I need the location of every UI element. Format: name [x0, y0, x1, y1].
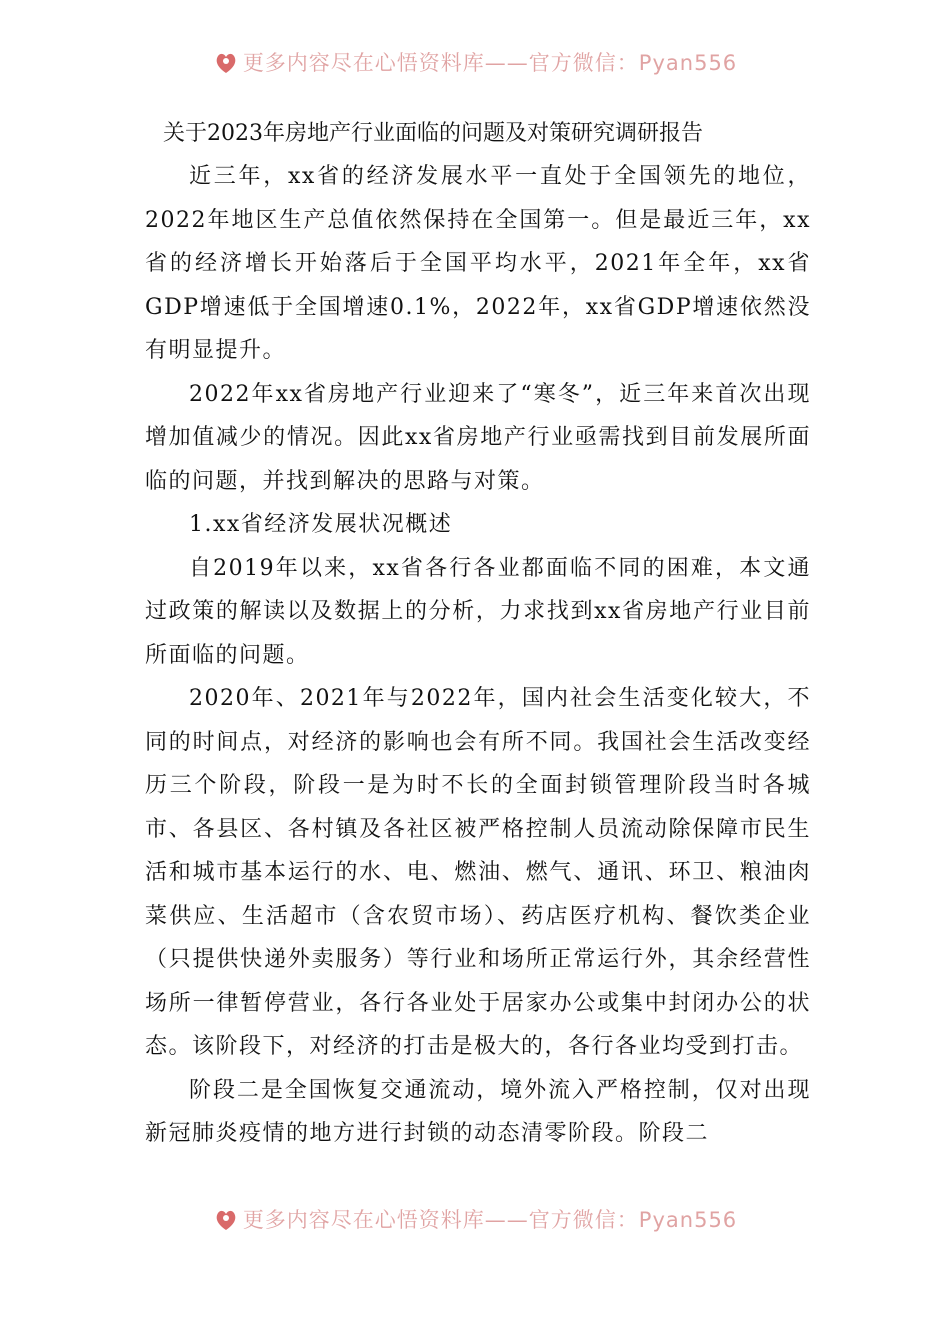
section-heading: 1.xx省经济发展状况概述: [189, 512, 453, 537]
paragraph: 阶段二是全国恢复交通流动，境外流入严格控制，仅对出现新冠肺炎疫情的地方进行封锁的动态清零阶段。阶段二: [145, 1077, 811, 1146]
paragraph: 2020年、2021年与2022年，国内社会生活变化较大，不同的时间点，对经济的影响也会有所不同。我国社会生活改变经历三个阶段，阶段一是为时不长的全面封锁管理阶段当时各城市、各县区、各村镇及各社区被严格控制人员流动除保障市民生活和城市基本运行的水、电、燃油、燃气、通讯、环卫、粮油肉菜供应、生活超市（含农贸市场）、药店医疗机构、餐饮类企业（只提供快递外卖服务）等行业和场所正常运行外，其余经营性场所一律暂停营业，各行各业处于居家办公或集中封闭办公的状态。该阶段下，对经济的打击是极大的，各行各业均受到打击。: [145, 686, 811, 1059]
paragraph: 2022年xx省房地产行业迎来了“寒冬”，近三年来首次出现增加值减少的情况。因此xx省房地产行业亟需找到目前发展所面临的问题，并找到解决的思路与对策。: [145, 381, 811, 494]
document-body: [145, 112, 811, 1156]
header-watermark: [0, 48, 950, 88]
brand-logo-icon: [213, 49, 239, 75]
document-title: 关于2023年房地产行业面临的问题及对策研究调研报告: [163, 121, 703, 146]
footer-watermark: [0, 1205, 950, 1245]
watermark-text: 更多内容尽在心悟资料库——官方微信：Pyan556: [242, 51, 738, 75]
watermark-text: 更多内容尽在心悟资料库——官方微信：Pyan556: [242, 1208, 738, 1232]
paragraph: 近三年，xx省的经济发展水平一直处于全国领先的地位，2022年地区生产总值依然保持在全国第一。但是最近三年，xx省的经济增长开始落后于全国平均水平，2021年全年，xx省GDP增速低于全国增速0.1%，2022年，xx省GDP增速依然没有明显提升。: [145, 164, 811, 363]
paragraph: 自2019年以来，xx省各行各业都面临不同的困难，本文通过政策的解读以及数据上的分析，力求找到xx省房地产行业目前所面临的问题。: [145, 555, 811, 668]
brand-logo-icon: [213, 1206, 239, 1232]
